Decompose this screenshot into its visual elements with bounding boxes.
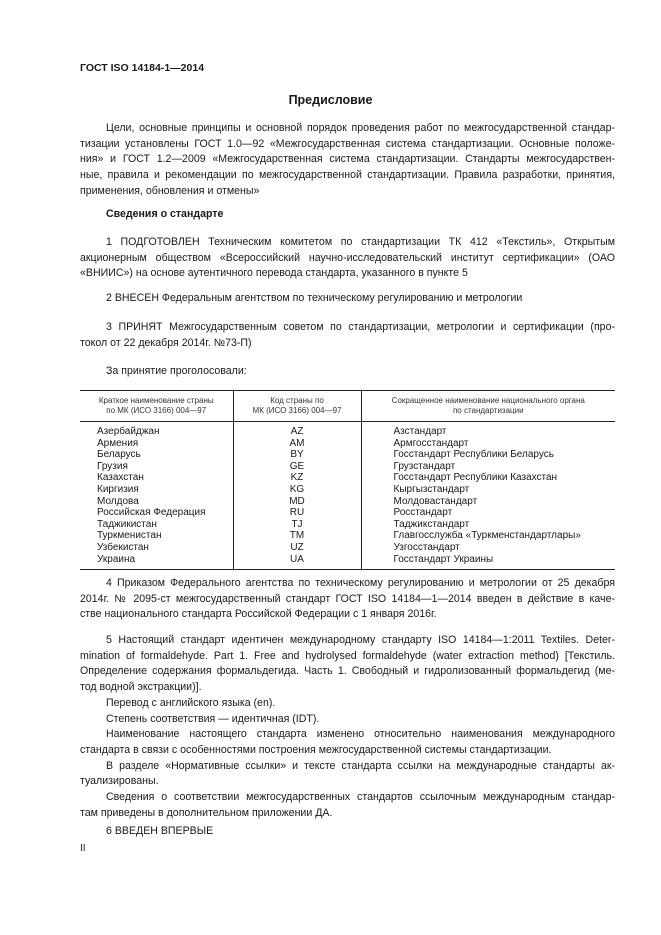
page-number: II [80,843,86,854]
table-row: Казахстан KZ Госстандарт Республики Казахстан [80,472,615,484]
item-6-paragraph: 6 ВВЕДЕН ВПЕРВЫЕ [106,825,214,837]
text-line: mination of formaldehyde. Part 1. Free and hydrolysed formaldehyde (water extraction method) [Текстиль. [80,649,615,662]
text-line: тизации установлены ГОСТ 1.0—92 «Межгосударственная система стандартизации. Основные положе- [80,137,615,150]
table-row: Азербайджан AZ Азстандарт [80,422,615,438]
text-line: Наименование настоящего стандарта изменено относительно наименования международного [106,728,615,741]
text-line: ные, правила и рекомендации по межгосударственной стандартизации. Правила разработки, принятия, [80,169,615,182]
table-row: Грузия GE Грузстандарт [80,461,615,473]
table-row: Беларусь BY Госстандарт Республики Беларусь [80,449,615,461]
text-line: Степень соответствия — идентичная (IDT). [106,712,320,725]
text-line: Перевод с английского языка (en). [106,696,276,709]
page-title: Предисловие [288,93,373,107]
text-line: Цели, основные принципы и основной порядок проведения работ по межгосударственной стандар- [106,122,615,134]
column-header-authority: Сокращенное наименование национального органа по стандартизации [361,391,615,422]
text-line: 2014г. № 2095-ст межгосударственный стандарт ГОСТ ISO 14184—1—2014 введен в действие в каче- [80,592,615,605]
text-line: там приведены в дополнительном приложении ДА. [80,806,333,819]
text-line: ния» и ГОСТ 1.2—2009 «Межгосударственная система стандартизации. Стандарты межгосударствен- [80,153,615,166]
table-row: Узбекистан UZ Узгосстандарт [80,542,615,554]
text-line: Сведения о соответствии межгосударственных стандартов ссылочным международным стандар- [106,791,615,804]
item-2-paragraph: 2 ВНЕСЕН Федеральным агентством по техническому регулированию и метрологии [106,292,523,304]
text-line: 5 Настоящий стандарт идентичен международному стандарту ISO 14184—1:2011 Textiles. Deter- [106,634,615,646]
text-line: «ВНИИС») на основе аутентичного перевода стандарта, указанного в пункте 5 [80,267,468,280]
text-line: 4 Приказом Федерального агентства по техническому регулированию и метрологии от 25 декабря [106,577,615,589]
text-line: применения, обновления и отмены» [80,184,260,197]
table-row: Туркменистан TM Главгосслужба «Туркменстандартлары» [80,530,615,542]
text-line: стве национального стандарта Российской Федерации с 1 января 2016г. [80,608,437,621]
text-line: тод водной экстракции)]. [80,681,202,694]
section-heading: Сведения о стандарте [106,208,224,220]
text-line: Определение содержания формальдегида. Часть 1. Свободный и гидролизованный формальдегид (ме- [80,665,615,678]
item-4-paragraph [80,576,615,623]
column-header-code: Код страны по МК (ИСО 3166) 004—97 [233,391,361,422]
item-5-paragraph [80,633,615,821]
column-header-country: Краткое наименование страны по МК (ИСО 3166) 004—97 [80,391,233,422]
table-row: Армения AM Армгосстандарт [80,438,615,450]
text-line: стандарта в связи с особенностями построения межгосударственной системы стандартизации. [80,743,552,756]
table-row: Российская Федерация RU Росстандарт [80,507,615,519]
table-row: Украина UA Госстандарт Украины [80,554,615,570]
text-line: В разделе «Нормативные ссылки» и тексте стандарта ссылки на международные стандарты ак- [106,759,615,772]
document-code-header: ГОСТ ISO 14184-1—2014 [80,62,205,74]
table-header-row [80,391,615,422]
text-line: 1 ПОДГОТОВЛЕН Техническим комитетом по стандартизации ТК 412 «Текстиль», Открытым [106,236,615,248]
text-line: 3 ПРИНЯТ Межгосударственным советом по стандартизации, метрологии и сертификации (про- [106,321,615,333]
vote-label: За принятие проголосовали: [106,365,247,377]
text-line: туализированы. [80,775,159,788]
table-row: Молдова MD Молдовастандарт [80,496,615,508]
intro-paragraph [80,121,615,200]
text-line: акционерным обществом «Всероссийский научно-исследовательский институт сертификации» (ОАО [80,251,615,264]
table-row: Таджикистан TJ Таджикстандарт [80,519,615,531]
voting-table [80,390,615,570]
item-1-paragraph [80,235,615,282]
item-3-paragraph [80,320,615,351]
table-row: Киргизия KG Кыргызстандарт [80,484,615,496]
text-line: токол от 22 декабря 2014г. №73-П) [80,336,252,349]
